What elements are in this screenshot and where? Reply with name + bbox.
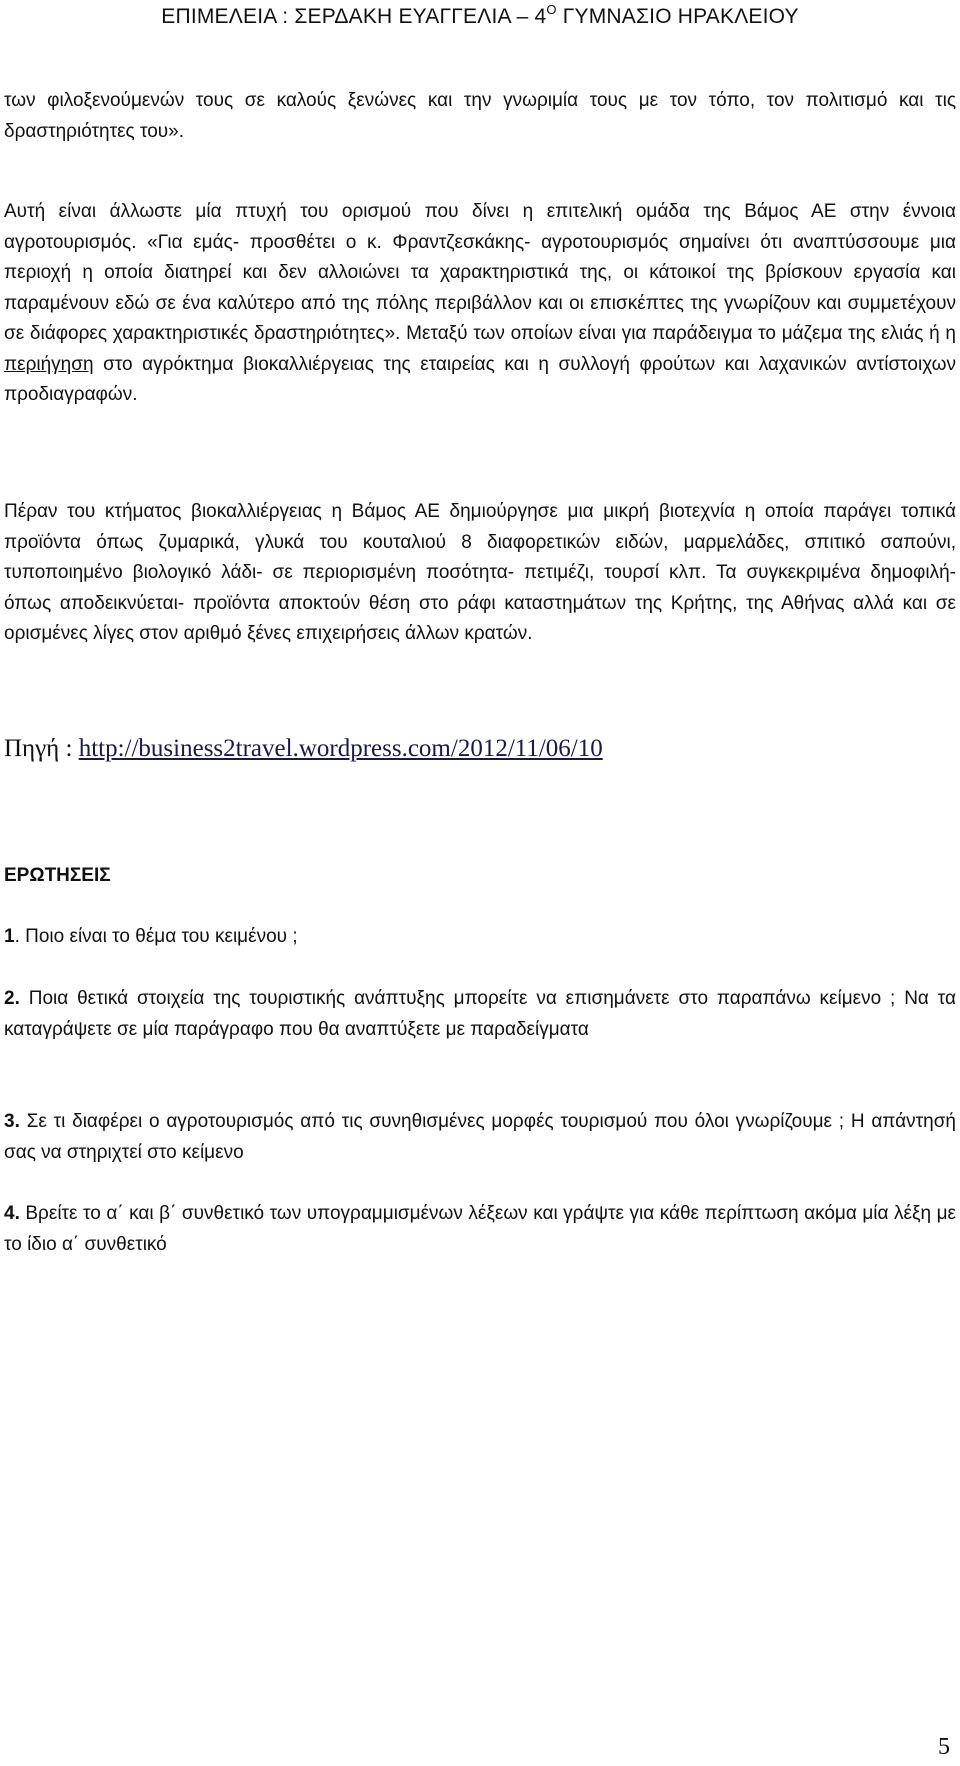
paragraph-3-text: Πέραν του κτήματος βιοκαλλιέργειας η Βάμος ΑΕ δημιούργησε μια μικρή βιοτεχνία η οποία παράγει τοπικά προϊόντα όπως ζυμαρικά, γλυκά του κουταλιού 8 διαφορετικών ειδών, μαρμελάδες, σπιτικό σαπούνι, τυποποιημένο βιολογικό λάδι- σε περιορισμένη ποσότητα- πετιμέζι, τουρσί κλπ. Τα συγκεκριμένα δημοφιλή- όπως αποδεικνύεται- προϊόντα αποκτούν θέση στο ράφι καταστημάτων της Κρήτης, της Αθήνας αλλά και σε ορισμένες λίγες στον αριθμό ξένες επιχειρήσεις άλλων κρατών. [4,501,956,644]
question-1 [4,922,956,953]
question-4-text: Βρείτε το α΄ και β΄ συνθετικό των υπογραμμισμένων λέξεων και γράψτε για κάθε περίπτωση ακόμα μία λέξη με το ίδιο α΄ συνθετικό [4,1203,956,1255]
paragraph-2-part-2: στο αγρόκτημα βιοκαλλιέργειας της εταιρείας και η συλλογή φρούτων και λαχανικών αντίστοιχων προδιαγραφών. [4,353,956,405]
header-text: ΕΠΙΜΕΛΕΙΑ : ΣΕΡΔΑΚΗ ΕΥΑΓΓΕΛΙΑ – 4 [161,5,547,28]
question-3-number: 3. [4,1111,20,1132]
source-label: Πηγή : [4,735,79,762]
question-2-text: Ποια θετικά στοιχεία της τουριστικής ανάπτυξης μπορείτε να επισημάνετε στο παραπάνω κείμενο ; Να τα καταγράψετε σε μία παράγραφο που θα αναπτύξετε με παραδείγματα [4,988,956,1040]
question-2-number: 2. [4,988,20,1009]
page-header [0,0,960,34]
source-link[interactable]: http://business2travel.wordpress.com/2012/11/06/10 [78,735,603,762]
paragraph-3 [4,497,956,650]
paragraph-2-part-1: Αυτή είναι άλλωστε μία πτυχή του ορισμού που δίνει η επιτελική ομάδα της Βάμος ΑΕ στην έννοια αγροτουρισμός. «Για εμάς- προσθέτει ο κ. Φραντζεσκάκης- αγροτουρισμός σημαίνει ότι αναπτύσσουμε μια περιοχή η οποία διατηρεί και δεν αλλοιώνει τα χαρακτηριστικά της, οι κάτοικοί της βρίσκουν εργασία και παραμένουν εδώ σε ένα καλύτερο από της πόλης περιβάλλον και οι επισκέπτες της γνωρίζουν και συμμετέχουν σε διάφορες χαρακτηριστικές δραστηριότητες». Μεταξύ των οποίων είναι για παράδειγμα το μάζεμα της ελιάς ή η [4,201,956,344]
paragraph-2-text [4,197,956,411]
question-3-text: Σε τι διαφέρει ο αγροτουρισμός από τις συνηθισμένες μορφές τουρισμού που όλοι γνωρίζουμε ; Η απάντησή σας να στηριχτεί στο κείμενο [4,1111,956,1163]
question-3 [4,1107,956,1168]
paragraph-2 [4,197,956,411]
underlined-word: περιήγηση [4,353,94,375]
paragraph-1-text: των φιλοξενούμενών τους σε καλούς ξενώνες και την γνωριμία τους με τον τόπο, τον πολιτισμό και τις δραστηριότητες του». [4,90,956,142]
question-1-number: 1 [4,926,15,947]
question-4-number: 4. [4,1203,20,1224]
header-text-end: ΓΥΜΝΑΣΙΟ ΗΡΑΚΛΕΙΟΥ [556,5,799,28]
questions-title: ΕΡΩΤΗΣΕΙΣ [4,865,111,886]
header-superscript: Ο [546,2,557,17]
question-1-text: . Ποιο είναι το θέμα του κειμένου ; [14,926,298,947]
paragraph-1 [4,86,956,147]
source-line [4,733,603,765]
page-number: 5 [938,1734,950,1760]
question-4 [4,1199,956,1260]
question-2 [4,984,956,1045]
